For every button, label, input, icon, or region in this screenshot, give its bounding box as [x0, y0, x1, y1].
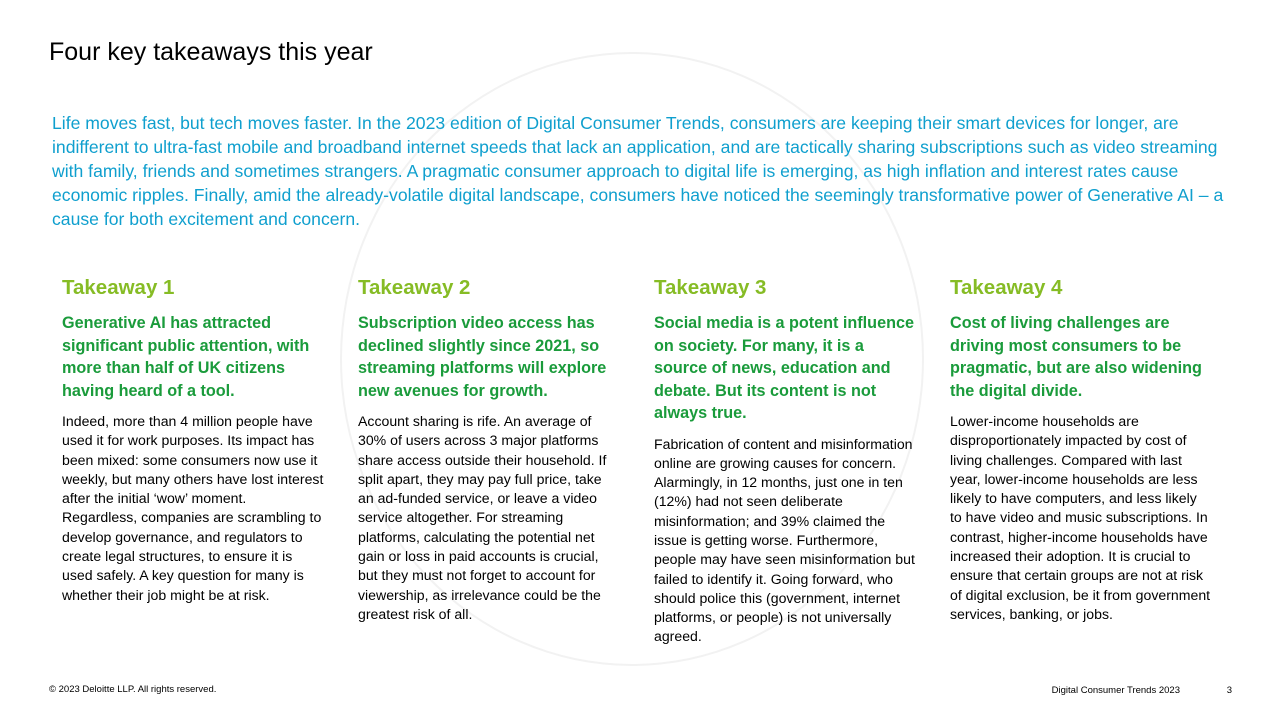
- takeaway-body: Indeed, more than 4 million people have used it for work purposes. Its impact has been mixed: some consumers now use it weekly, but many others have lost interest after the initial ‘wow’ moment. Regardless, companies are scrambling to develop governance, and regulators to create legal structures, to ensure it is used safely. A key question for many is whether their job might be at risk.: [62, 413, 324, 603]
- intro-paragraph: Life moves fast, but tech moves faster. In the 2023 edition of Digital Consumer Trends, consumers are keeping their smart devices for longer, are indifferent to ultra-fast mobile and broadband internet speeds that lack an application, and are tactically sharing subscriptions such as video streaming with family, friends and sometimes strangers. A pragmatic consumer approach to digital life is emerging, as high inflation and interest rates cause economic ripples. Finally, amid the already-volatile digital landscape, consumers have noticed the seemingly transformative power of Generative AI – a cause for both excitement and concern.: [52, 113, 1224, 229]
- takeaway-headline: Social media is a potent influence on society. For many, it is a source of news, education and debate. But its content is not always true.: [654, 314, 914, 422]
- takeaway-label: Takeaway 2: [358, 276, 471, 299]
- takeaway-3: [654, 276, 916, 647]
- takeaway-label: Takeaway 4: [950, 276, 1063, 299]
- takeaway-headline: Subscription video access has declined slightly since 2021, so streaming platforms will explore new avenues for growth.: [358, 314, 607, 400]
- takeaway-1: [62, 276, 324, 605]
- page-number: 3: [1226, 685, 1232, 696]
- takeaway-4: [950, 276, 1212, 624]
- takeaway-2: [358, 276, 620, 624]
- copyright-notice: © 2023 Deloitte LLP. All rights reserved.: [49, 684, 217, 695]
- takeaway-body: Account sharing is rife. An average of 30% of users across 3 major platforms share access outside their household. If split apart, they may pay full price, take an ad-funded service, or leave a video service altogether. For streaming platforms, calculating the potential net gain or loss in paid accounts is crucial, but they must not forget to account for viewership, as irrelevance could be the greatest risk of all.: [358, 413, 607, 622]
- takeaway-label: Takeaway 3: [654, 276, 767, 299]
- report-name: Digital Consumer Trends 2023: [1051, 685, 1180, 696]
- takeaway-body: Fabrication of content and misinformation online are growing causes for concern. Alarmingly, in 12 months, just one in ten (12%) had not seen deliberate misinformation; and 39% claimed the issue is getting worse. Furthermore, people may have seen misinformation but failed to identify it. Going forward, who should police this (government, internet platforms, or people) is not universally agreed.: [654, 435, 915, 645]
- takeaway-headline: Generative AI has attracted significant public attention, with more than half of UK citizens having heard of a tool.: [62, 314, 310, 400]
- takeaway-label: Takeaway 1: [62, 276, 175, 299]
- takeaway-headline: Cost of living challenges are driving most consumers to be pragmatic, but are also widening the digital divide.: [950, 314, 1202, 400]
- page-title: Four key takeaways this year: [49, 38, 373, 66]
- takeaway-body: Lower-income households are disproportionately impacted by cost of living challenges. Compared with last year, lower-income households are less likely to have computers, and less likely to have video and music subscriptions. In contrast, higher-income households have increased their adoption. It is crucial to ensure that certain groups are not at risk of digital exclusion, be it from government services, banking, or jobs.: [950, 413, 1211, 622]
